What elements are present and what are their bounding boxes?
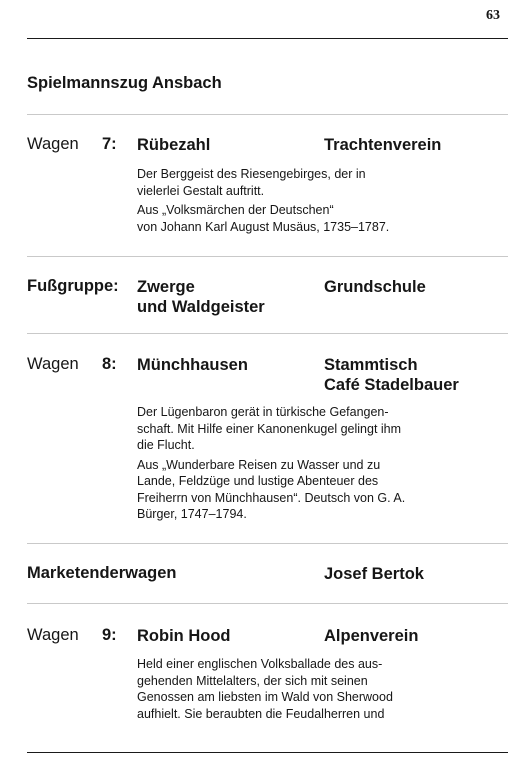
- entry-type-label: Wagen: [27, 355, 79, 373]
- description-line: Der Lügenbaron gerät in türkische Gefangen-: [137, 405, 389, 419]
- separator: [27, 256, 508, 257]
- description-line: gehenden Mittelalters, der sich mit seinen: [137, 673, 368, 688]
- entry-title: Münchhausen: [137, 356, 248, 374]
- entry-title: [137, 277, 265, 317]
- entry-description: [137, 656, 439, 722]
- description-line: von Johann Karl August Musäus, 1735–1787.: [137, 219, 390, 234]
- description-line: die Flucht.: [137, 438, 195, 452]
- section-title: Spielmannszug Ansbach: [27, 74, 222, 92]
- description-line: Aus „Volksmärchen der Deutschen“: [137, 203, 334, 217]
- separator: [27, 333, 508, 334]
- entry-description: [137, 166, 437, 235]
- title-line: Zwerge: [137, 278, 195, 296]
- separator: [27, 543, 508, 544]
- separator: [27, 114, 508, 115]
- entry-group: Trachtenverein: [324, 136, 442, 154]
- group-line: Café Stadelbauer: [324, 376, 459, 394]
- entry-group: Josef Bertok: [324, 565, 424, 583]
- entry-group: Alpenverein: [324, 627, 419, 645]
- description-line: Held einer englischen Volksballade des aus-: [137, 657, 383, 671]
- description-paragraph: [137, 457, 439, 523]
- entry-number: 7:: [102, 135, 117, 153]
- page-number: 63: [486, 8, 500, 23]
- description-line: Genossen am liebsten im Wald von Sherwood: [137, 690, 393, 704]
- separator: [27, 603, 508, 604]
- description-line: Lande, Feldzüge und lustige Abenteuer des: [137, 474, 379, 488]
- description-line: Der Berggeist des Riesengebirges, der in: [137, 167, 366, 181]
- entry-type-label: Fußgruppe:: [27, 277, 119, 295]
- description-line: schaft. Mit Hilfe einer Kanonenkugel gelingt ihm: [137, 421, 402, 436]
- entry-number: 9:: [102, 626, 117, 644]
- entry-title: Rübezahl: [137, 136, 211, 154]
- entry-number: 8:: [102, 355, 117, 373]
- description-paragraph: [137, 656, 439, 722]
- description-paragraph: [137, 202, 437, 235]
- top-rule: [27, 38, 508, 39]
- description-paragraph: [137, 166, 437, 199]
- entry-type-label: Marketenderwagen: [27, 564, 177, 582]
- description-line: aufhielt. Sie beraubten die Feudalherren und: [137, 706, 385, 721]
- group-line: Stammtisch: [324, 356, 418, 374]
- entry-group: Grundschule: [324, 278, 426, 296]
- description-line: vielerlei Gestalt auftritt.: [137, 183, 265, 198]
- entry-type-label: Wagen: [27, 626, 79, 644]
- entry-description: [137, 404, 439, 523]
- title-line: und Waldgeister: [137, 298, 265, 316]
- entry-type-label: Wagen: [27, 135, 79, 153]
- entry-title: Robin Hood: [137, 627, 231, 645]
- description-line: Aus „Wunderbare Reisen zu Wasser und zu: [137, 457, 381, 472]
- entry-group: [324, 355, 459, 395]
- bottom-rule: [27, 752, 508, 753]
- description-line: Bürger, 1747–1794.: [137, 507, 247, 521]
- description-line: Freiherrn von Münchhausen“. Deutsch von G. A.: [137, 490, 406, 505]
- description-paragraph: [137, 404, 439, 454]
